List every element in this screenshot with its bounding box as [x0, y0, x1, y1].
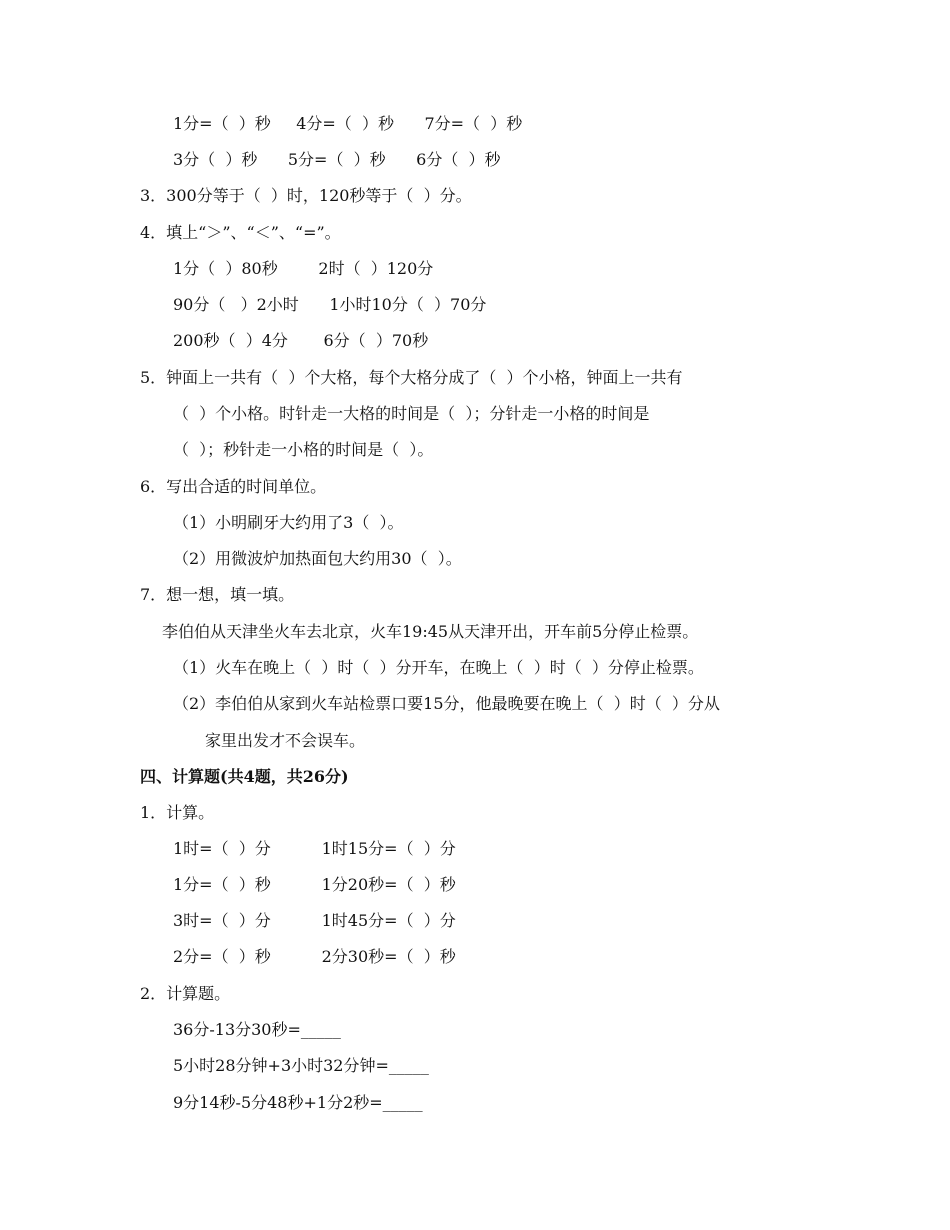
question-7-context: 李伯伯从天津坐火车去北京，火车19:45从天津开出，开车前5分停止检票。 — [162, 622, 699, 641]
calc-1-row-3: 3时=（ ）分 1时45分=（ ）分 — [173, 911, 456, 930]
calc-2-item-1: 36分-13分30秒=_____ — [173, 1020, 341, 1039]
question-6-title: 6．写出合适的时间单位。 — [140, 477, 327, 496]
question-3: 3．300分等于（ ）时，120秒等于（ ）分。 — [140, 186, 472, 205]
calc-1-row-1: 1时=（ ）分 1时15分=（ ）分 — [173, 839, 456, 858]
calc-2-item-3: 9分14秒-5分48秒+1分2秒=_____ — [173, 1093, 423, 1112]
calc-1-title: 1．计算。 — [140, 803, 215, 822]
calc-2-title: 2．计算题。 — [140, 984, 231, 1003]
unit-conversion-row-1: 1分=（ ）秒 4分=（ ）秒 7分=（ ）秒 — [173, 114, 523, 133]
question-7-item-1: （1）火车在晚上（ ）时（ ）分开车，在晚上（ ）时（ ）分停止检票。 — [173, 658, 704, 677]
calc-1-row-2: 1分=（ ）秒 1分20秒=（ ）秒 — [173, 875, 456, 894]
question-7-title: 7．想一想，填一填。 — [140, 585, 295, 604]
question-5-line-3: （ ）；秒针走一小格的时间是（ ）。 — [173, 440, 434, 459]
section-heading: 四、计算题(共4题，共26分) — [140, 767, 349, 786]
question-6-item-2: （2）用微波炉加热面包大约用30（ ）。 — [173, 549, 462, 568]
question-4-title: 4．填上“＞”、“＜”、“=”。 — [140, 223, 341, 242]
compare-row-3: 200秒（ ）4分 6分（ ）70秒 — [173, 331, 429, 350]
calc-1-row-4: 2分=（ ）秒 2分30秒=（ ）秒 — [173, 947, 456, 966]
calc-2-item-2: 5小时28分钟+3小时32分钟=_____ — [173, 1056, 429, 1075]
compare-row-1: 1分（ ）80秒 2时（ ）120分 — [173, 259, 434, 278]
question-5-line-2: （ ）个小格。时针走一大格的时间是（ ）；分针走一小格的时间是 — [173, 404, 650, 423]
question-5-line-1: 5．钟面上一共有（ ）个大格，每个大格分成了（ ）个小格，钟面上一共有 — [140, 368, 683, 387]
compare-row-2: 90分（ ）2小时 1小时10分（ ）70分 — [173, 295, 487, 314]
question-7-item-2: （2）李伯伯从家到火车站检票口要15分，他最晚要在晚上（ ）时（ ）分从 — [173, 694, 720, 713]
question-6-item-1: （1）小明刷牙大约用了3（ ）。 — [173, 513, 404, 532]
question-7-item-2-cont: 家里出发才不会误车。 — [205, 731, 366, 750]
unit-conversion-row-2: 3分（ ）秒 5分=（ ）秒 6分（ ）秒 — [173, 150, 501, 169]
